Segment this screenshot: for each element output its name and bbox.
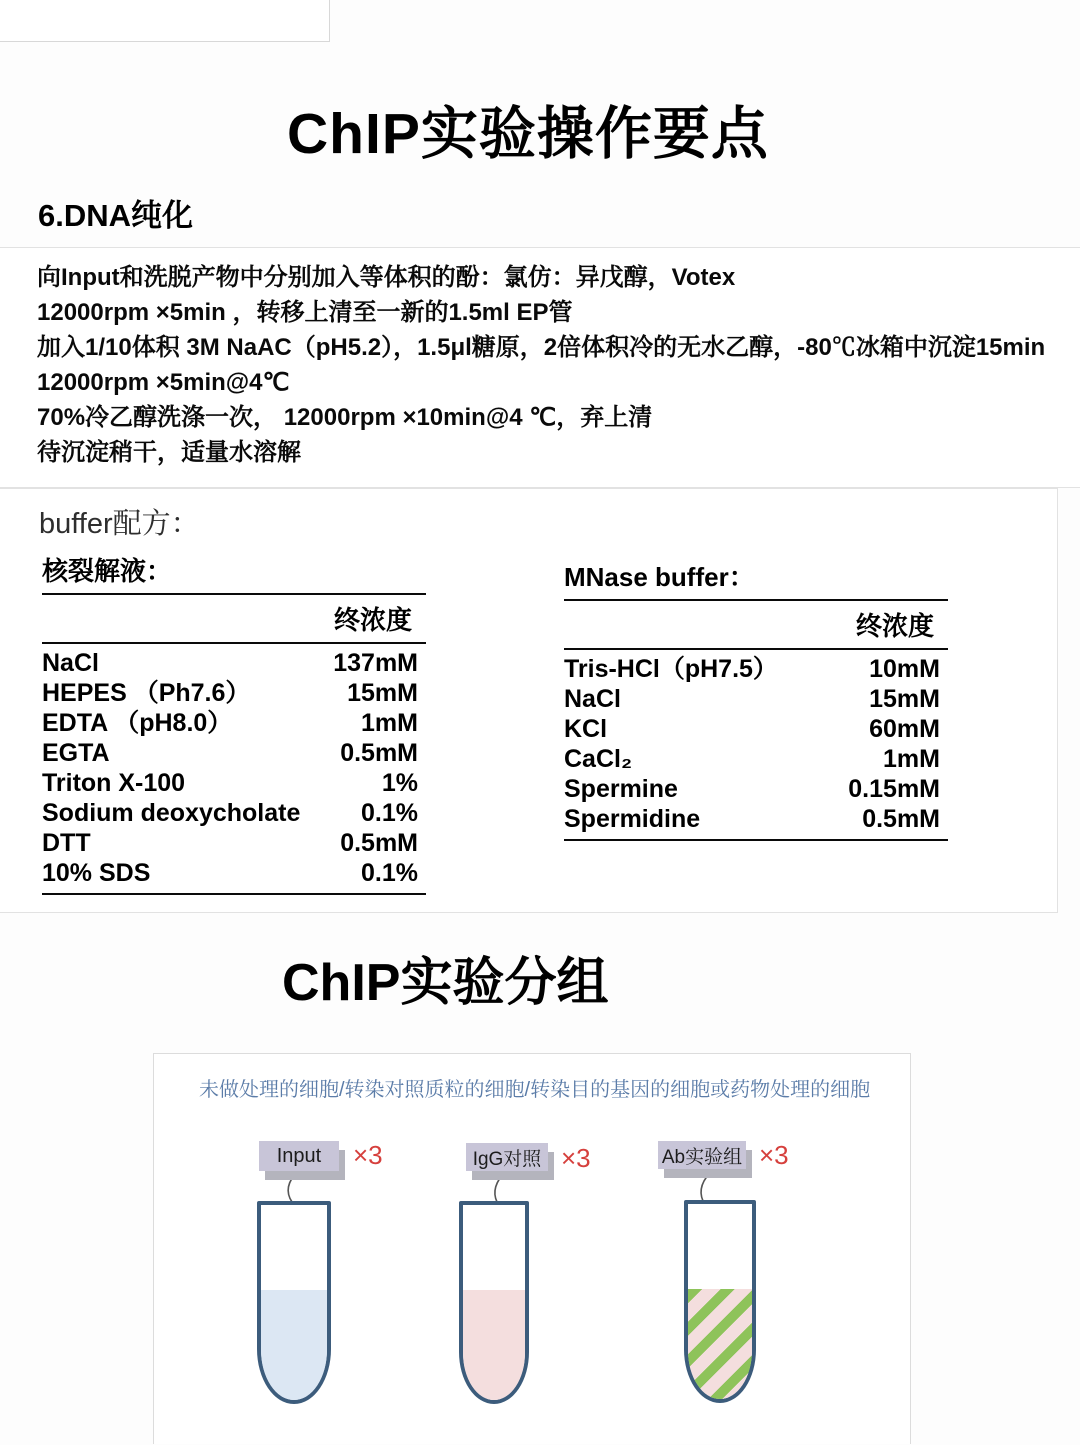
replicate-count: ×3: [759, 1140, 789, 1170]
reagent-name: KCl: [564, 715, 608, 743]
reagent-concentration: 1mM: [883, 745, 940, 773]
reagent-concentration: 0.1%: [361, 799, 418, 827]
section-heading-dna-purification: 6.DNA纯化: [38, 198, 194, 233]
leader-line-input: [288, 1171, 298, 1202]
leader-line-ab: [701, 1169, 714, 1201]
buffer-recipe-card: [0, 488, 1058, 913]
table-row: [564, 774, 948, 804]
protocol-steps: [37, 260, 1065, 470]
final-concentration-header: 终浓度: [564, 601, 948, 650]
reagent-name: Tris-HCl（pH7.5）: [564, 655, 778, 683]
top-left-panel: [0, 0, 330, 42]
reagent-concentration: 60mM: [869, 715, 940, 743]
table-row: [42, 768, 426, 798]
reagent-name: Sodium deoxycholate: [42, 799, 301, 827]
table-row: [564, 654, 948, 684]
table-row: [42, 828, 426, 858]
tube-label: Ab实验组: [658, 1141, 746, 1169]
tube-liquid: [463, 1290, 525, 1400]
table-row: [42, 648, 426, 678]
reagent-concentration: 137mM: [333, 649, 418, 677]
reagent-concentration: 1%: [381, 769, 418, 797]
reagent-name: EGTA: [42, 739, 110, 767]
protocol-step: 70%冷乙醇洗涤一次， 12000rpm ×10min@4 ℃，弃上清: [37, 404, 653, 431]
page-title: ChIP实验操作要点: [287, 102, 769, 166]
tube-liquid: [261, 1290, 327, 1400]
nuclear-lysis-buffer-table: [42, 551, 426, 895]
reagent-concentration: 0.5mM: [340, 829, 418, 857]
reagent-concentration: 15mM: [869, 685, 940, 713]
reagent-concentration: 10mM: [869, 655, 940, 683]
buffer-table-title: 核裂解液：: [42, 551, 426, 595]
replicate-count: ×3: [561, 1143, 591, 1173]
buffer-table-rows: [42, 644, 426, 895]
reagent-concentration: 0.5mM: [862, 805, 940, 833]
reagent-name: NaCl: [564, 685, 621, 713]
buffer-recipe-heading: buffer配方：: [39, 508, 200, 540]
table-row: [564, 744, 948, 774]
reagent-concentration: 0.1%: [361, 859, 418, 887]
replicate-count: ×3: [353, 1140, 383, 1170]
mnase-buffer-table: [564, 557, 948, 841]
reagent-name: CaCl₂: [564, 745, 633, 773]
reagent-concentration: 15mM: [347, 679, 418, 707]
protocol-step: 加入1/10体积 3M NaAC（pH5.2），1.5μl糖原，2倍体积冷的无水乙醇，-80℃冰箱中沉淀15min: [37, 334, 1046, 361]
reagent-concentration: 0.5mM: [340, 739, 418, 767]
grouping-title: ChIP实验分组: [282, 954, 609, 1012]
test-tube: [684, 1200, 756, 1403]
table-row: [42, 708, 426, 738]
reagent-name: HEPES （Ph7.6）: [42, 679, 251, 707]
buffer-table-title: MNase buffer：: [564, 557, 948, 601]
test-tube: [459, 1201, 529, 1404]
protocol-step: 向Input和洗脱产物中分别加入等体积的酚：氯仿：异戊醇，Votex: [37, 264, 736, 291]
reagent-name: DTT: [42, 829, 91, 857]
reagent-name: Triton X-100: [42, 769, 186, 797]
reagent-name: 10% SDS: [42, 859, 151, 887]
table-row: [42, 678, 426, 708]
protocol-step: 12000rpm ×5min@4℃: [37, 369, 290, 396]
protocol-step: 待沉淀稍干，适量水溶解: [37, 439, 301, 466]
reagent-name: NaCl: [42, 649, 99, 677]
reagent-name: Spermine: [564, 775, 678, 803]
tube-label: IgG对照: [466, 1143, 548, 1171]
reagent-concentration: 0.15mM: [848, 775, 940, 803]
tube-liquid: [688, 1289, 752, 1399]
dna-purification-protocol-card: [0, 247, 1080, 488]
test-tube: [257, 1201, 331, 1404]
reagent-concentration: 1mM: [361, 709, 418, 737]
table-row: [564, 684, 948, 714]
reagent-name: EDTA （pH8.0）: [42, 709, 233, 737]
experiment-grouping-diagram: [153, 1053, 911, 1444]
final-concentration-header: 终浓度: [42, 595, 426, 644]
table-row: [42, 798, 426, 828]
table-row: [42, 858, 426, 888]
table-row: [564, 714, 948, 744]
leader-line-igg: [495, 1171, 506, 1202]
buffer-table-rows: [564, 650, 948, 841]
protocol-step: 12000rpm ×5min ，转移上清至一新的1.5ml EP管: [37, 299, 573, 326]
grouping-subtitle: 未做处理的细胞/转染对照质粒的细胞/转染目的基因的细胞或药物处理的细胞: [199, 1079, 871, 1101]
table-row: [564, 804, 948, 834]
reagent-name: Spermidine: [564, 805, 701, 833]
table-row: [42, 738, 426, 768]
tube-label: Input: [259, 1141, 339, 1171]
